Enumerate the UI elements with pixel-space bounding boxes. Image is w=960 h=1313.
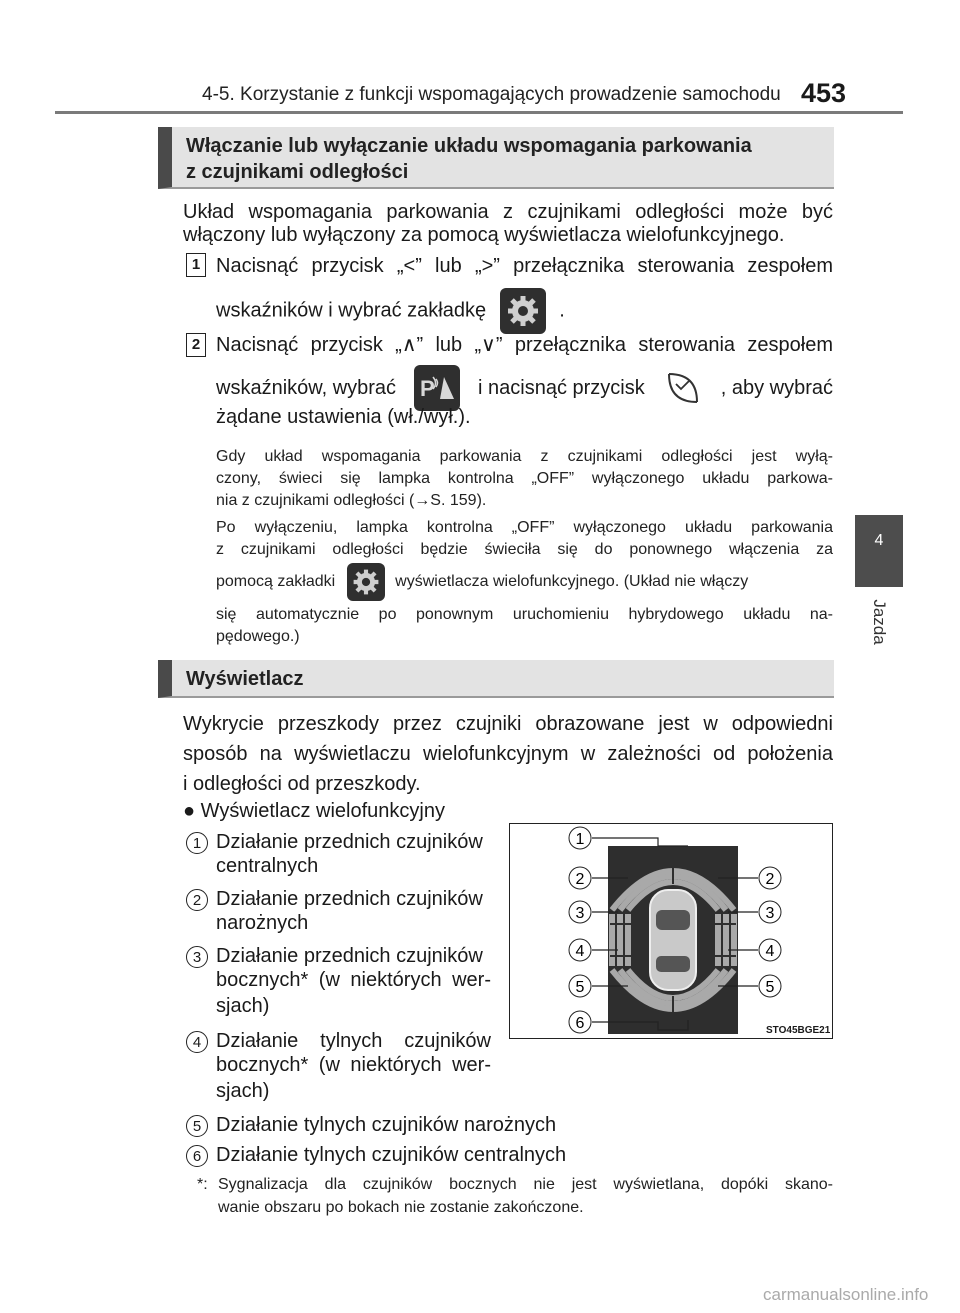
diagram-callout-left-1: 1 [575, 831, 585, 848]
section-heading-display [158, 660, 834, 698]
note-2-line4: się automatycznie po ponownym uruchomieniu hybrydowego układu na- [216, 606, 833, 623]
note-2-line2: z czujnikami odległości będzie świeciła się do ponownego włączenia za [216, 541, 833, 558]
diagram-callout-right-5: 5 [765, 979, 775, 996]
header-title: 4-5. Korzystanie z funkcji wspomagających prowadzenie samochodu [202, 84, 781, 105]
step-2-line1: Nacisnąć przycisk „∧” lub „∨” przełącznika sterowania zespołem [216, 334, 833, 356]
diagram-callout-left-2: 2 [575, 871, 585, 888]
note-2-text-b: wyświetlacza wielofunkcyjnego. (Układ nie włączy [395, 573, 749, 590]
item-6-line1: Działanie tylnych czujników centralnych [216, 1144, 567, 1166]
item-1-line1: Działanie przednich czujników [216, 831, 483, 853]
intro-line2: włączony lub wyłączony za pomocą wyświetlacza wielofunkcyjnego. [183, 224, 785, 246]
item-5-number: 5 [186, 1115, 208, 1137]
watermark: carmanualsonline.info [763, 1285, 929, 1304]
step-2-line3: żądane ustawienia (wł./wył.). [216, 406, 471, 428]
section-heading-line2: z czujnikami odległości [186, 161, 409, 183]
chapter-tab [855, 515, 903, 587]
diagram-code: STO45BGE21 [766, 1025, 831, 1036]
diagram-callout-left-3: 3 [575, 905, 585, 922]
diagram-callout-left-6: 6 [575, 1015, 585, 1032]
section-heading-toggle [158, 127, 834, 189]
page-number: 453 [801, 78, 847, 108]
step-1-badge: 1 [186, 253, 206, 277]
intro-line1: Układ wspomagania parkowania z czujnikami odległości może być [183, 201, 833, 223]
chapter-number: 4 [874, 532, 884, 549]
step-2-text-c: , aby wybrać [720, 377, 833, 399]
note-2-text-a: pomocą zakładki [216, 573, 336, 590]
item-3-line2: bocznych* (w niektórych wer- [216, 969, 491, 991]
bullet-multi-display [183, 796, 445, 826]
bullet-text: Wyświetlacz wielofunkcyjny [200, 800, 445, 822]
settings-gear-icon [500, 288, 546, 334]
item-1-line2: centralnych [216, 855, 319, 877]
note-1-line1: Gdy układ wspomagania parkowania z czujnikami odległości jest wyłą- [216, 448, 833, 465]
step-2-text-a: wskaźników, wybrać [216, 377, 397, 399]
diagram-callout-right-3: 3 [765, 905, 775, 922]
item-1-number: 1 [186, 832, 208, 854]
enter-check-icon [663, 368, 703, 408]
step-2-text-b: i nacisnąć przycisk [478, 377, 645, 399]
section-heading-display-text: Wyświetlacz [186, 668, 304, 690]
sensor-diagram-svg [510, 824, 831, 1037]
footnote-line1: Sygnalizacja dla czujników bocznych nie jest wyświetlana, dopóki skano- [218, 1176, 833, 1193]
item-2-number: 2 [186, 889, 208, 911]
step-1-text-b: . [559, 299, 565, 322]
step-1-text-a: wskaźników i wybrać zakładkę [216, 299, 487, 322]
display-intro-line3: i odległości od przeszkody. [183, 773, 421, 795]
footnote-line2: wanie obszaru po bokach nie zostanie zakończone. [218, 1199, 584, 1216]
item-6-number: 6 [186, 1145, 208, 1167]
note-2-line5: pędowego.) [216, 628, 300, 645]
item-2-line1: Działanie przednich czujników [216, 888, 483, 910]
footnote-mark: *: [197, 1176, 208, 1193]
item-2-line2: narożnych [216, 912, 309, 934]
settings-gear-icon [347, 563, 385, 601]
step-2-badge: 2 [186, 333, 206, 357]
item-3-number: 3 [186, 946, 208, 968]
chapter-label-text: Jazda [870, 599, 889, 645]
item-4-line1: Działanie tylnych czujników [216, 1030, 491, 1052]
bullet-dot-icon: ● [183, 800, 196, 822]
item-4-line3: sjach) [216, 1080, 270, 1102]
display-intro-line2: sposób na wyświetlaczu wielofunkcyjnym w zależności od położenia [183, 743, 833, 765]
header-divider [55, 111, 903, 114]
step-1-line2 [216, 288, 565, 334]
step-1-line1: Nacisnąć przycisk „<” lub „>” przełącznika sterowania zespołem [216, 255, 833, 277]
item-4-number: 4 [186, 1031, 208, 1053]
note-1-line2: czony, świeci się lampka kontrolna „OFF” wyłączonego układu parkowa- [216, 470, 833, 487]
note-2-line3 [216, 563, 833, 601]
svg-text:P: P [420, 376, 435, 401]
diagram-callout-right-2: 2 [765, 871, 775, 888]
item-3-line1: Działanie przednich czujników [216, 945, 483, 967]
diagram-callout-left-4: 4 [575, 943, 585, 960]
item-3-line3: sjach) [216, 995, 270, 1017]
display-intro-line1: Wykrycie przeszkody przez czujniki obrazowane jest w odpowiedni [183, 713, 833, 735]
note-1-line3: nia z czujnikami odległości (→S. 159). [216, 492, 487, 509]
item-5-line1: Działanie tylnych czujników narożnych [216, 1114, 557, 1136]
sensor-display-diagram [509, 823, 833, 1039]
item-4-line2: bocznych* (w niektórych wer- [216, 1054, 491, 1076]
diagram-callout-right-4: 4 [765, 943, 775, 960]
chapter-label [856, 586, 902, 661]
note-2-line1: Po wyłączeniu, lampka kontrolna „OFF” wyłączonego układu parkowania [216, 519, 833, 536]
section-heading-line1: Włączanie lub wyłączanie układu wspomagania parkowania [186, 135, 752, 157]
diagram-callout-left-5: 5 [575, 979, 585, 996]
